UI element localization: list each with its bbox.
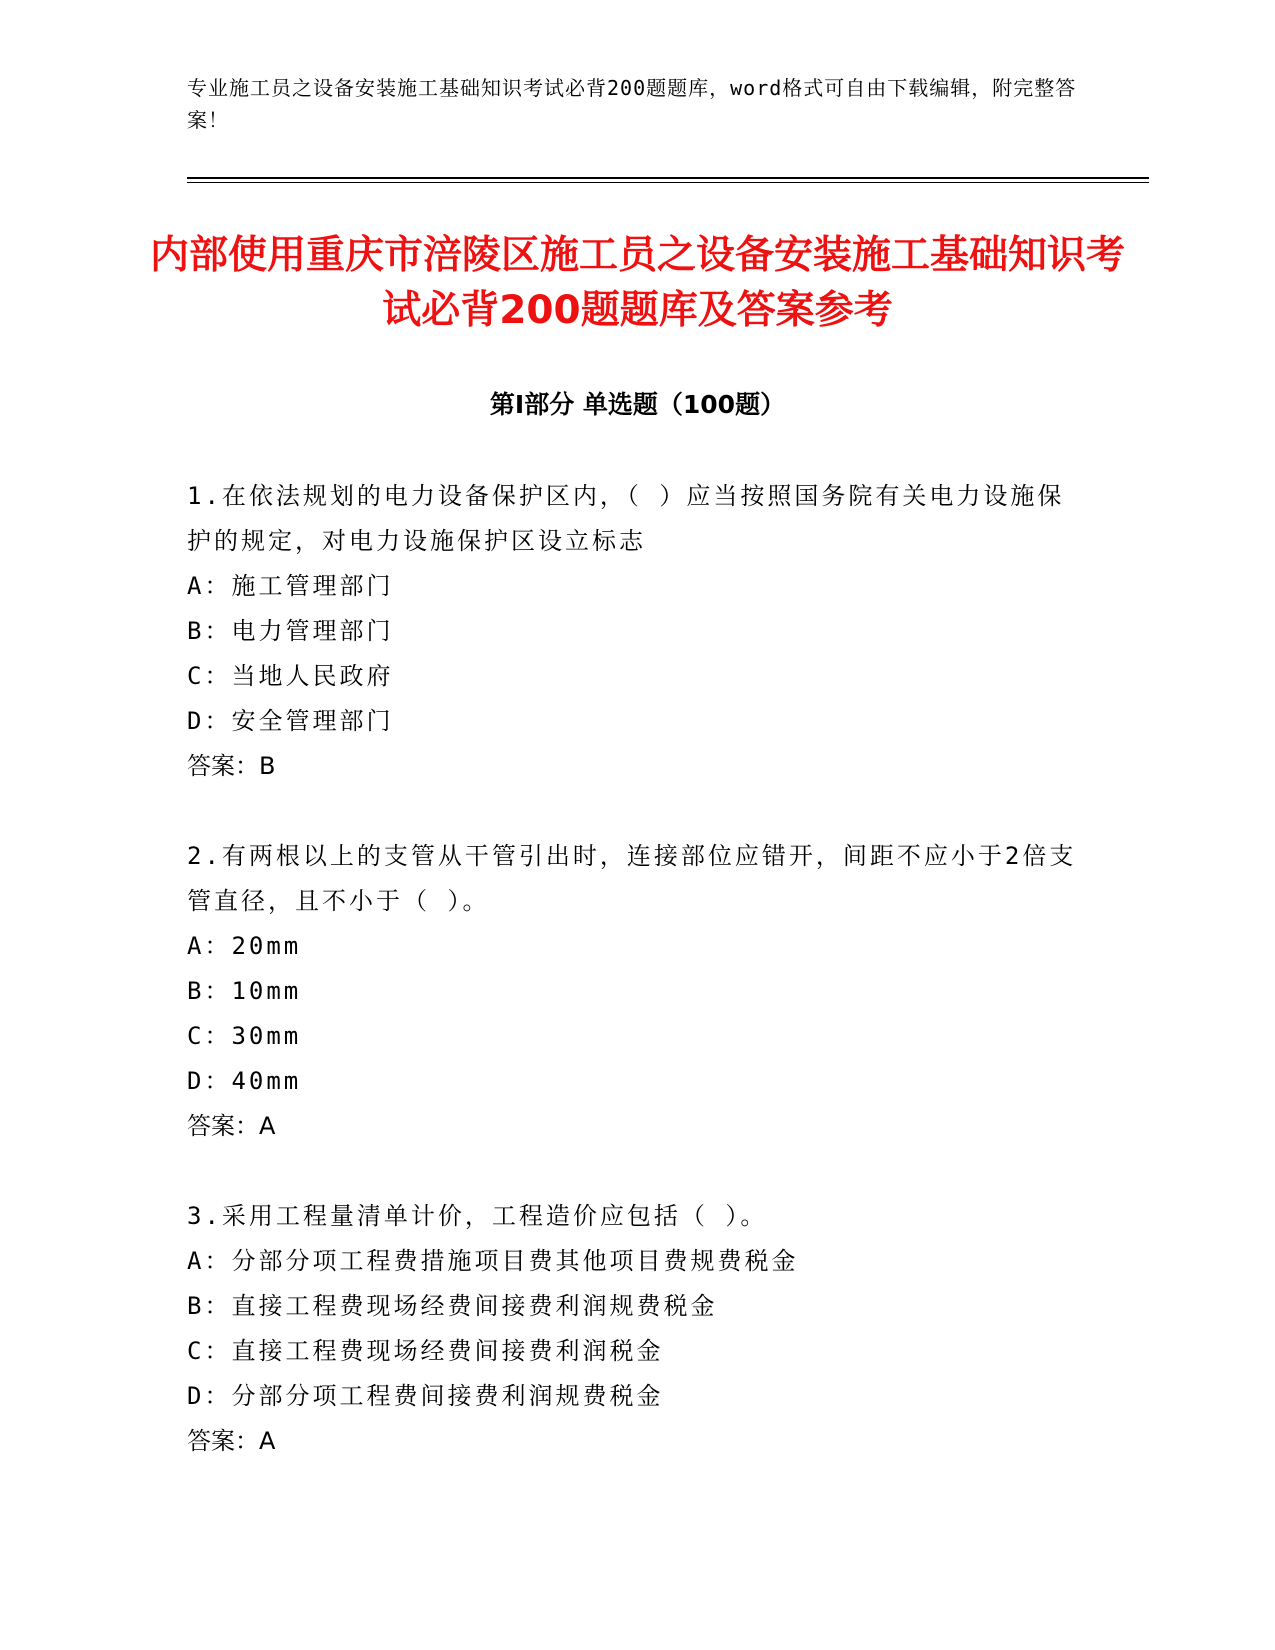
option-c: C：直接工程费现场经费间接费利润税金 <box>187 1337 664 1365</box>
option-a: A：施工管理部门 <box>187 572 394 600</box>
option-b: B：直接工程费现场经费间接费利润规费税金 <box>187 1292 718 1320</box>
answer: 答案：A <box>187 1427 276 1455</box>
answer: 答案：B <box>187 752 276 780</box>
question-1 <box>187 474 1087 789</box>
header-divider-thick <box>187 177 1149 179</box>
option-d: D：分部分项工程费间接费利润规费税金 <box>187 1382 664 1410</box>
document-title: 内部使用重庆市涪陵区施工员之设备安装施工基础知识考试必背200题题库及答案参考 <box>150 233 1126 333</box>
question-3 <box>187 1194 1087 1464</box>
option-b: B：10mm <box>187 977 302 1005</box>
option-d: D：安全管理部门 <box>187 707 394 735</box>
question-stem: 1.在依法规划的电力设备保护区内，（ ）应当按照国务院有关电力设施保护的规定，对电力设施保护区设立标志 <box>187 482 1065 555</box>
header-note: 专业施工员之设备安装施工基础知识考试必背200题题库，word格式可自由下载编辑，附完整答案！ <box>187 76 1077 132</box>
question-list <box>187 474 1087 1509</box>
option-b: B：电力管理部门 <box>187 617 394 645</box>
option-c: C：30mm <box>187 1022 302 1050</box>
option-a: A：20mm <box>187 932 302 960</box>
option-d: D：40mm <box>187 1067 302 1095</box>
option-a: A：分部分项工程费措施项目费其他项目费规费税金 <box>187 1247 799 1275</box>
section-title: 第I部分 单选题（100题） <box>489 390 786 419</box>
question-stem: 3.采用工程量清单计价，工程造价应包括（ ）。 <box>187 1202 768 1230</box>
answer: 答案：A <box>187 1112 276 1140</box>
question-stem: 2.有两根以上的支管从干管引出时，连接部位应错开，间距不应小于2倍支管直径，且不小于（ ）。 <box>187 842 1077 915</box>
header-divider-thin <box>187 182 1149 183</box>
option-c: C：当地人民政府 <box>187 662 394 690</box>
question-2 <box>187 834 1087 1149</box>
